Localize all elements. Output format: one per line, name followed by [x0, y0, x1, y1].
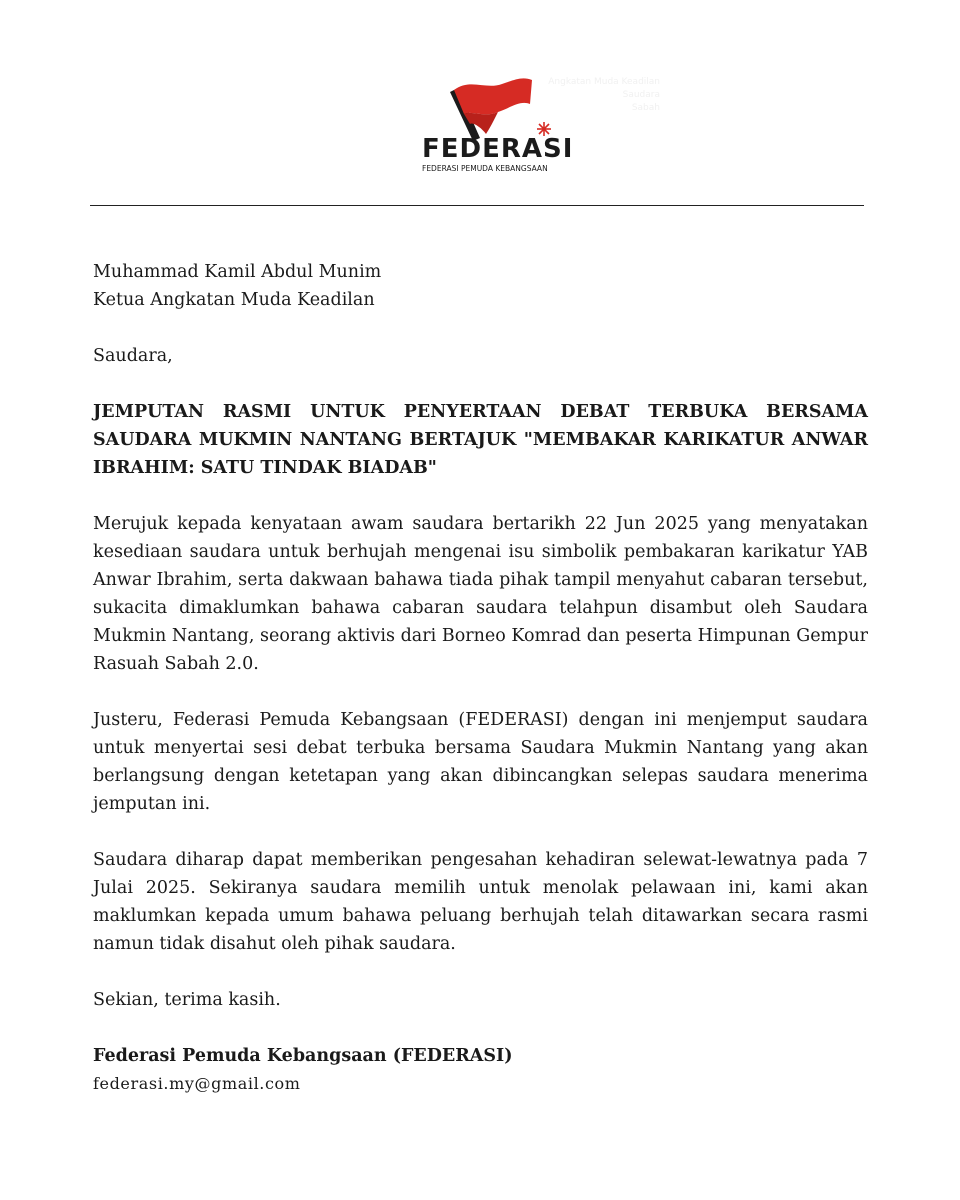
- logo-subtitle: FEDERASI PEMUDA KEBANGSAAN: [422, 164, 548, 173]
- header-divider: [90, 205, 864, 206]
- paragraph: Merujuk kepada kenyataan awam saudara bertarikh 22 Jun 2025 yang menyatakan kesediaan saudara untuk berhujah mengenai isu simbolik pembakaran karikatur YAB Anwar Ibrahim, serta dakwaan bahawa tiada pihak tampil menyahut cabaran tersebut, sukacita dimaklumkan bahawa cabaran saudara telahpun disambut oleh Saudara Mukmin Nantang, seorang aktivis dari Borneo Komrad dan peserta Himpunan Gempur Rasuah Sabah 2.0.: [93, 514, 868, 674]
- logo-wordmark: FEDERASI: [422, 134, 574, 164]
- recipient-name: Muhammad Kamil Abdul Munim: [93, 262, 382, 282]
- signature-org: Federasi Pemuda Kebangsaan (FEDERASI): [93, 1046, 513, 1066]
- watermark-line: Angkatan Muda Keadilan: [548, 77, 660, 87]
- paragraph: Saudara diharap dapat memberikan pengesahan kehadiran selewat-lewatnya pada 7 Julai 2025. Sekiranya saudara memilih untuk menolak pelawaan ini, kami akan maklumkan kepada umum bahawa peluang berhujah telah ditawarkan secara rasmi namun tidak disahut oleh pihak saudara.: [93, 850, 868, 954]
- letterhead: [0, 70, 960, 190]
- recipient-title: Ketua Angkatan Muda Keadilan: [93, 290, 375, 310]
- watermark-line: Sabah: [631, 103, 660, 113]
- star-icon: [537, 122, 551, 136]
- closing-line: Sekian, terima kasih.: [93, 990, 281, 1010]
- letter-body: [93, 258, 868, 1098]
- recipient-block: [93, 258, 868, 314]
- signature-email: federasi.my@gmail.com: [93, 1074, 301, 1093]
- salutation: Saudara,: [93, 346, 173, 366]
- paragraph: Justeru, Federasi Pemuda Kebangsaan (FEDERASI) dengan ini menjemput saudara untuk menyertai sesi debat terbuka bersama Saudara Mukmin Nantang yang akan berlangsung dengan ketetapan yang akan dibincangkan selepas saudara menerima jemputan ini.: [93, 710, 868, 814]
- watermark: [510, 76, 660, 115]
- watermark-line: Saudara: [622, 90, 660, 100]
- subject-heading: JEMPUTAN RASMI UNTUK PENYERTAAN DEBAT TERBUKA BERSAMA SAUDARA MUKMIN NANTANG BERTAJUK "MEMBAKAR KARIKATUR ANWAR IBRAHIM: SATU TINDAK BIADAB": [93, 402, 868, 478]
